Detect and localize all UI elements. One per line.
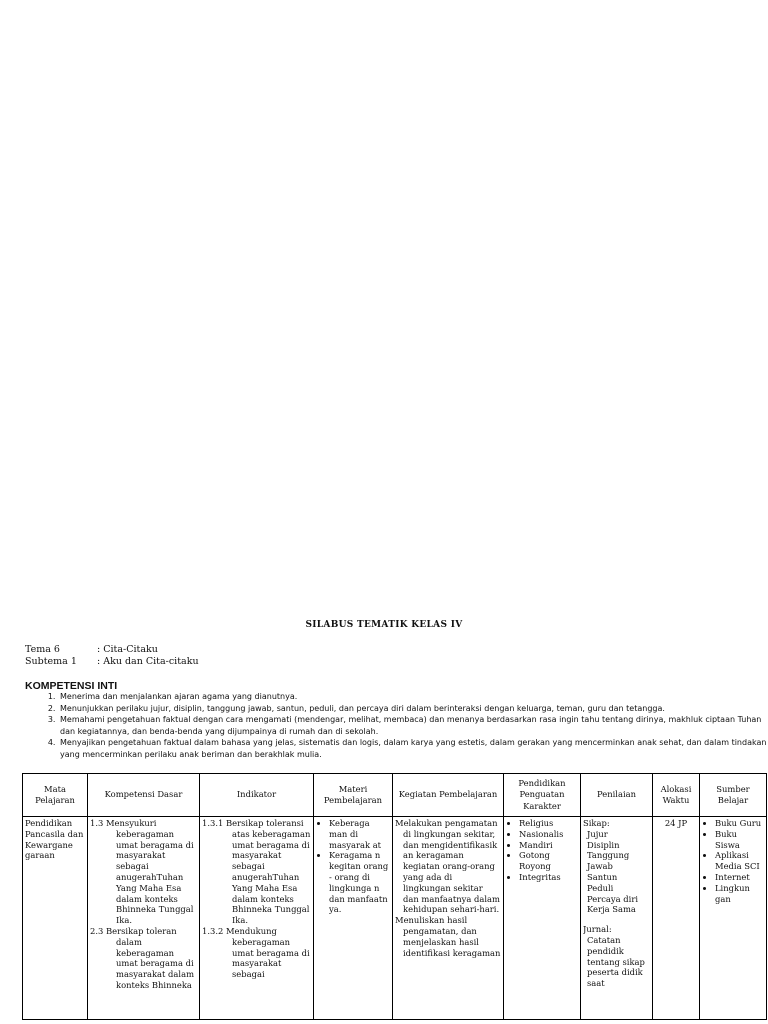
sikap-item: Tanggung Jawab	[587, 850, 630, 872]
sikap-item: Santun	[587, 871, 618, 882]
indikator-item: 1.3.2 Mendukung keberagaman umat beragama di masyarakat sebagai	[202, 925, 310, 980]
header-penilaian: Penilaian	[581, 774, 653, 817]
table-row	[23, 817, 767, 1020]
meta-tema	[25, 644, 158, 655]
cell-sumber	[700, 817, 767, 1020]
kompetensi-inti-heading: KOMPETENSI INTI	[25, 680, 118, 692]
cell-mata-pelajaran	[23, 817, 88, 1020]
cell-penilaian	[581, 817, 653, 1020]
jurnal-text: Catatan pendidik tentang sikap peserta didik saat	[587, 934, 645, 989]
karakter-item: • Mandiri	[519, 840, 578, 851]
kompetensi-inti-list	[25, 691, 768, 760]
header-karakter: Pendidikan Penguatan Karakter	[504, 774, 581, 817]
sumber-item: • Aplikasi Media SCI	[715, 850, 764, 872]
meta-tema-value: : Cita-Citaku	[97, 644, 158, 655]
karakter-item: • Religius	[519, 818, 578, 829]
cell-kompetensi-dasar	[88, 817, 200, 1020]
header-kegiatan: Kegiatan Pembelajaran	[393, 774, 504, 817]
sikap-item: Disiplin	[587, 839, 620, 850]
karakter-item: • Integritas	[519, 872, 578, 883]
cell-alokasi	[653, 817, 700, 1020]
kompetensi-item: 4. Menyajikan pengetahuan faktual dalam bahasa yang jelas, sistematis dan logis, dalam karya yang estetis, dalam gerakan yang mencerminkan anak sehat, dan dalam tindakan yang mencerminkan perilaku anak beriman dan berakhlak mulia.	[58, 737, 768, 760]
cell-indikator	[200, 817, 314, 1020]
sikap-item: Jujur	[587, 828, 608, 839]
sumber-item: • Buku Siswa	[715, 829, 764, 851]
cell-karakter	[504, 817, 581, 1020]
header-sumber: Sumber Belajar	[700, 774, 767, 817]
penilaian-jurnal-label: Jurnal:	[583, 924, 612, 935]
materi-item: • Keberaga man di masyarak at	[329, 818, 390, 850]
indikator-item: 1.3.1 Bersikap toleransi atas keberagaman umat beragama di masyarakat sebagai anugerahTuhan Yang Maha Esa dalam konteks Bhinneka Tunggal Ika.	[202, 818, 311, 926]
meta-subtema-label: Subtema 1	[25, 656, 77, 667]
cell-kegiatan	[393, 817, 504, 1020]
header-indikator: Indikator	[200, 774, 314, 817]
kd-item: 1.3 Mensyukuri keberagaman umat beragama di masyarakat sebagai anugerahTuhan Yang Maha Esa dalam konteks Bhinneka Tunggal Ika.	[90, 818, 194, 926]
header-kompetensi-dasar: Kompetensi Dasar	[88, 774, 200, 817]
sikap-item: Percaya diri	[587, 893, 639, 904]
mapel-text: Pendidikan Pancasila dan Kewargane garaan	[25, 818, 84, 861]
kompetensi-item: 3. Memahami pengetahuan faktual dengan cara mengamati (mendengar, melihat, membaca) dan menanya berdasarkan rasa ingin tahu tentang dirinya, makhluk ciptaan Tuhan dan kegiatannya, dan benda-benda yang dijumpainya di rumah dan di sekolah.	[58, 714, 768, 737]
kompetensi-item: 1. Menerima dan menjalankan ajaran agama yang dianutnya.	[58, 691, 768, 703]
sikap-item: Peduli	[587, 882, 614, 893]
materi-item: • Keragama n kegitan orang - orang di lingkunga n dan manfaatn ya.	[329, 850, 390, 915]
meta-tema-label: Tema 6	[25, 644, 60, 655]
cell-materi	[314, 817, 393, 1020]
kd-item: 2.3 Bersikap toleran dalam keberagaman umat beragama di masyarakat dalam konteks Bhinneka	[90, 925, 195, 990]
karakter-item: • Gotong Royong	[519, 850, 578, 872]
sumber-item: • Lingkun gan	[715, 883, 764, 905]
kegiatan-item: Menuliskan hasil pengamatan, dan menjelaskan hasil identifikasi keragaman	[395, 915, 501, 958]
meta-subtema-value: : Aku dan Cita-citaku	[97, 656, 199, 667]
sikap-item: Kerja Sama	[587, 904, 636, 915]
table-header-row	[23, 774, 767, 817]
kegiatan-item: Melakukan pengamatan di lingkungan sekitar, dan mengidentifikasik an keragaman kegiatan orang-orang yang ada di lingkungan sekitar dan manfaatnya dalam kehidupan sehari-hari.	[395, 818, 500, 915]
header-mata-pelajaran: Mata Pelajaran	[23, 774, 88, 817]
meta-subtema	[25, 656, 199, 667]
sumber-item: • Buku Guru	[715, 818, 764, 829]
header-alokasi: Alokasi Waktu	[653, 774, 700, 817]
document-title: SILABUS TEMATIK KELAS IV	[305, 620, 463, 630]
alokasi-text: 24 JP	[664, 818, 688, 828]
penilaian-sikap-label: Sikap:	[583, 818, 610, 828]
sumber-item: • Internet	[715, 872, 764, 883]
karakter-item: • Nasionalis	[519, 829, 578, 840]
kompetensi-item: 2. Menunjukkan perilaku jujur, disiplin, tanggung jawab, santun, peduli, dan percaya diri dalam berinteraksi dengan keluarga, teman, guru dan tetangga.	[58, 703, 768, 715]
header-materi: Materi Pembelajaran	[314, 774, 393, 817]
silabus-table	[22, 773, 767, 1020]
